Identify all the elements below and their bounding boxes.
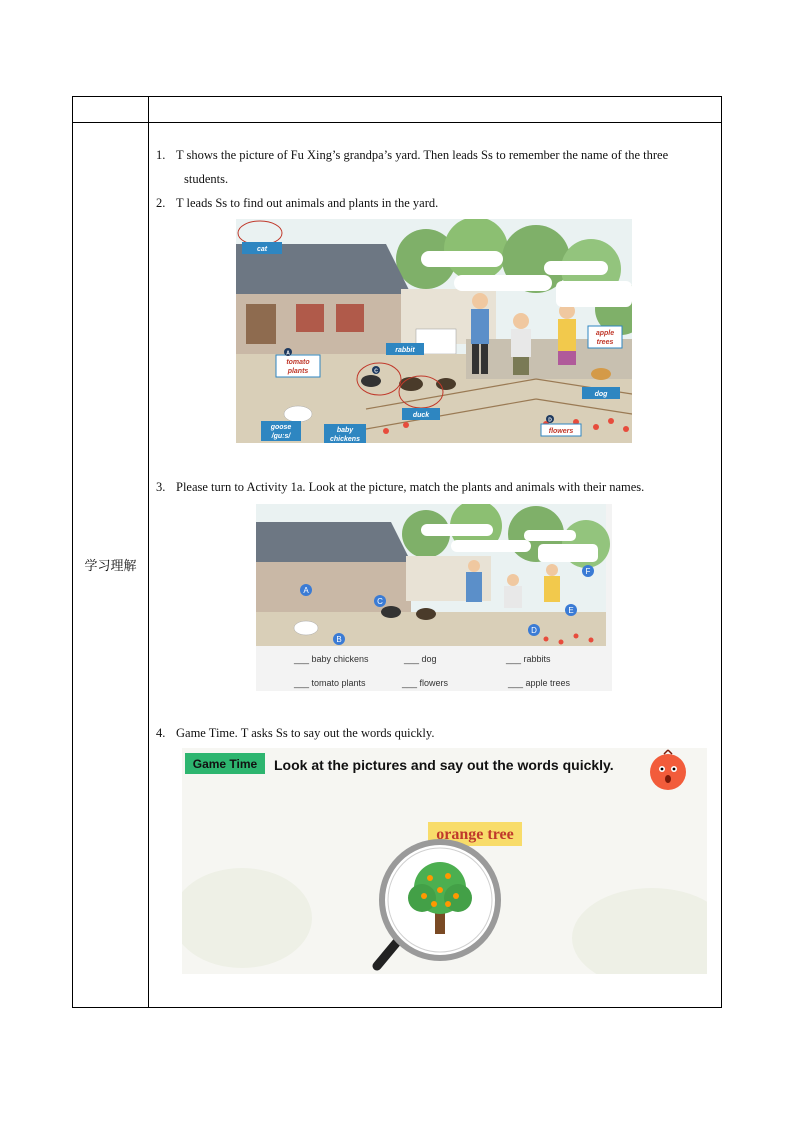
game-title: Look at the pictures and say out the words quickly. — [274, 757, 614, 773]
step-text: Please turn to Activity 1a. Look at the picture, match the plants and animals with their names. — [176, 480, 645, 494]
step-number: 1. — [156, 148, 166, 162]
step-1-continuation — [184, 170, 228, 188]
svg-text:rabbit: rabbit — [395, 347, 415, 354]
table-header-row — [73, 97, 721, 123]
svg-text:trees: trees — [596, 339, 614, 346]
svg-text:cat: cat — [256, 246, 268, 253]
step-3 — [156, 478, 644, 496]
svg-text:dog: dog — [594, 391, 608, 398]
match-item: ___ rabbits — [506, 654, 551, 664]
svg-text:plants: plants — [287, 368, 309, 375]
svg-text:E: E — [568, 606, 574, 615]
step-number: 2. — [156, 196, 166, 210]
label-flowers — [541, 424, 581, 436]
marker-f — [582, 565, 594, 577]
marker-d — [528, 624, 540, 636]
column-divider — [148, 97, 149, 1007]
svg-text:orange tree: orange tree — [436, 826, 514, 843]
marker-c — [374, 595, 386, 607]
step-text: T shows the picture of Fu Xing’s grandpa’s yard. Then leads Ss to remember the name of the three — [176, 148, 669, 162]
label-apple-trees — [588, 326, 622, 348]
game-time-slide — [182, 748, 707, 974]
match-item: ___ baby chickens — [294, 654, 369, 664]
label-duck — [402, 408, 440, 420]
svg-text:D: D — [531, 626, 537, 635]
step-number: 4. — [156, 726, 166, 740]
svg-text:/guːs/: /guːs/ — [271, 433, 291, 440]
svg-text:B: B — [336, 635, 342, 644]
label-cat — [242, 242, 282, 254]
svg-text:goose: goose — [270, 424, 292, 431]
step-number: 3. — [156, 480, 166, 494]
svg-text:baby: baby — [336, 427, 354, 434]
label-tomato-plants — [276, 355, 320, 377]
step-1 — [156, 146, 721, 164]
label-baby-chickens — [324, 424, 366, 443]
step-text-cont: students. — [184, 172, 229, 186]
match-item: ___ dog — [404, 654, 437, 664]
section-label: 学习理解 — [84, 559, 137, 574]
svg-text:Game Time: Game Time — [192, 757, 258, 771]
step-text: T leads Ss to find out animals and plants in the yard. — [176, 196, 439, 210]
label-goose — [261, 421, 301, 441]
svg-text:chickens: chickens — [330, 436, 360, 443]
marker-a — [300, 584, 312, 596]
label-rabbit — [386, 343, 424, 355]
svg-text:A: A — [303, 586, 309, 595]
marker-b — [333, 633, 345, 645]
match-item: ___ apple trees — [508, 678, 571, 688]
game-time-badge — [185, 753, 265, 774]
step-4 — [156, 724, 434, 742]
matching-activity — [256, 504, 612, 691]
svg-text:flowers: flowers — [548, 428, 574, 435]
svg-text:F: F — [585, 567, 591, 576]
match-item: ___ tomato plants — [294, 678, 366, 688]
svg-text:apple: apple — [595, 330, 615, 337]
step-text: Game Time. T asks Ss to say out the words quickly. — [176, 726, 435, 740]
section-label-cell — [73, 122, 148, 1007]
svg-text:duck: duck — [412, 412, 430, 419]
step-2 — [156, 194, 438, 212]
marker-e — [565, 604, 577, 616]
svg-text:A: A — [286, 350, 290, 357]
label-dog — [582, 387, 620, 399]
svg-text:C: C — [374, 368, 378, 375]
yard-picture — [236, 219, 632, 443]
match-item: ___ flowers — [402, 678, 449, 688]
svg-text:C: C — [377, 597, 383, 606]
svg-text:tomato: tomato — [286, 359, 310, 366]
svg-text:D: D — [548, 417, 552, 424]
